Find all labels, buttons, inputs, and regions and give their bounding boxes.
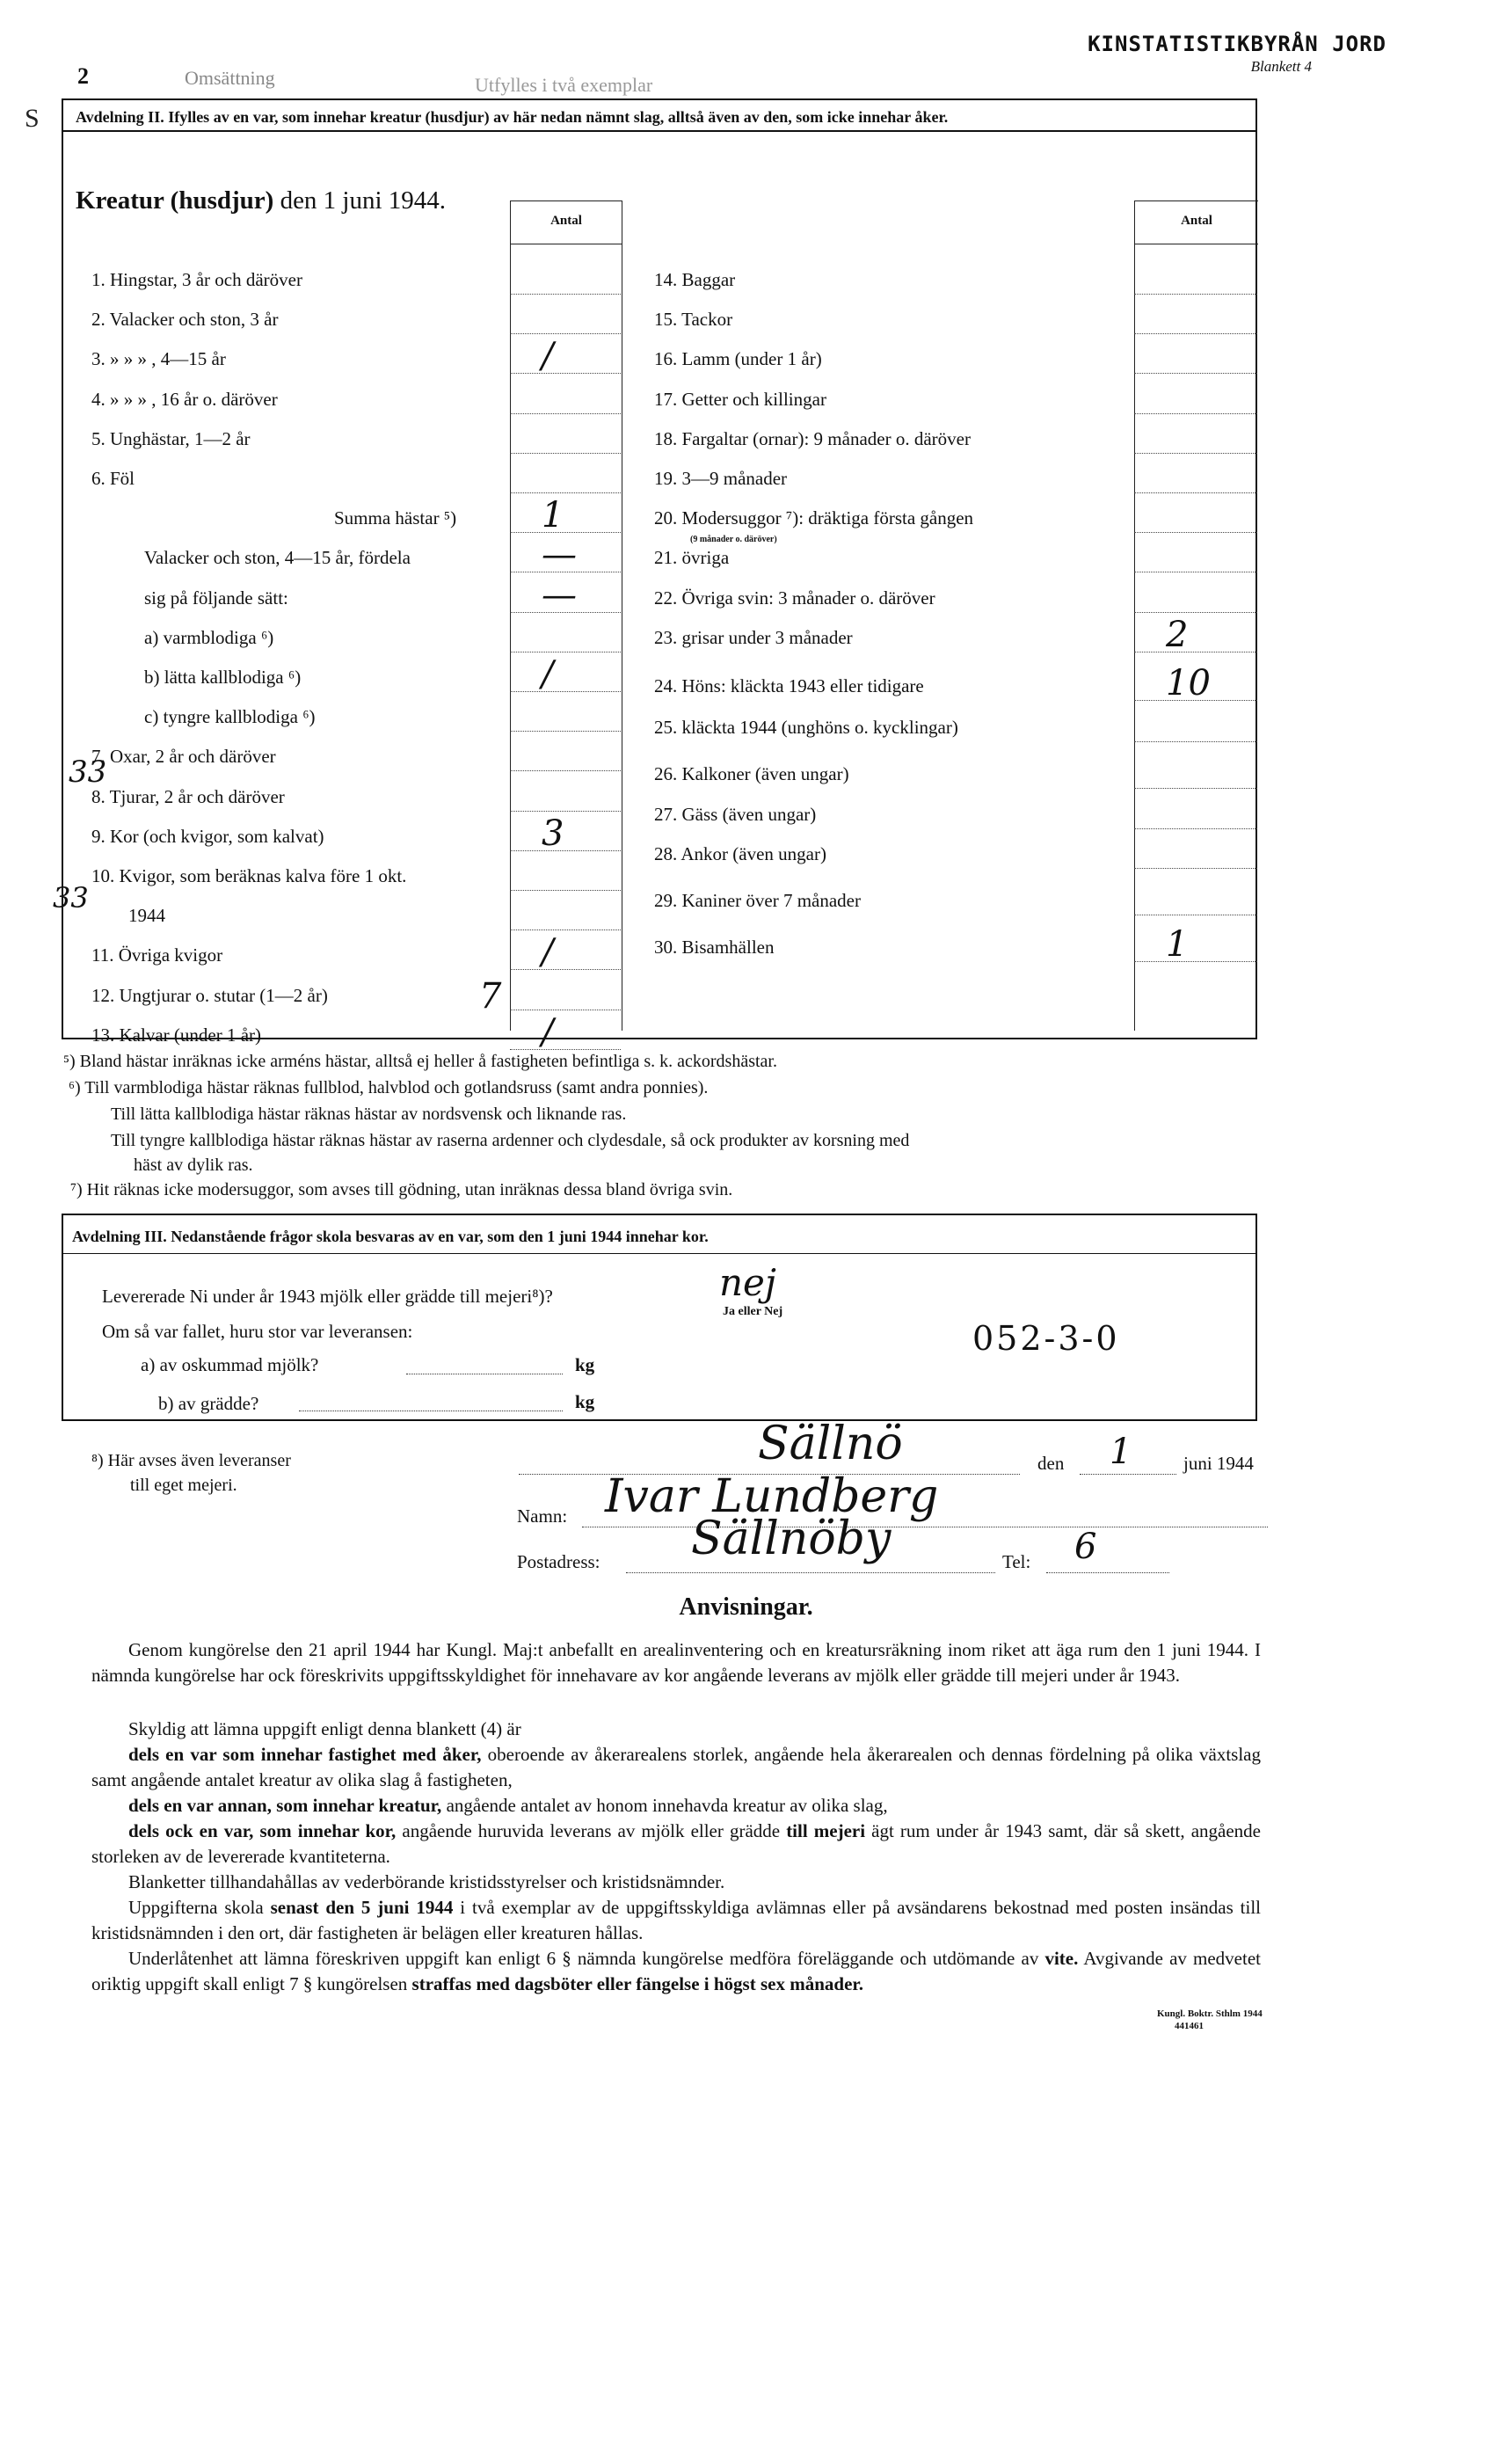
anv-p8: [91, 1946, 1261, 1997]
right-rows-cell-6[interactable]: [1134, 492, 1257, 493]
right-rows-label-7: 20. Modersuggor ⁷): dräktiga första gången: [654, 507, 974, 529]
anv-p8b: vite.: [1044, 1948, 1079, 1969]
left-rows-label-20: 13. Kalvar (under 1 år): [91, 1024, 261, 1046]
left-rows-value-20: /: [542, 1011, 554, 1053]
anv-p7a: Uppgifterna skola: [128, 1897, 271, 1918]
left-rows-value-18: /: [542, 932, 554, 973]
anv-p4b: innehar kreatur,: [312, 1795, 442, 1816]
printer-mark: Kungl. Boktr. Sthlm 1944: [1157, 2008, 1263, 2019]
anv-p7b: senast den 5 juni 1944: [270, 1897, 454, 1918]
kreatur-title: [76, 186, 446, 215]
margin-hand-7: 7: [479, 976, 502, 1017]
right-rows-label-3: 16. Lamm (under 1 år): [654, 348, 822, 370]
anv-p5: [91, 1819, 1261, 1870]
left-rows-cell-15[interactable]: [510, 850, 621, 851]
right-rows-label-8: 21. övriga: [654, 547, 730, 569]
right-rows-cell-13[interactable]: [1134, 788, 1257, 789]
q1-label: Levererade Ni under år 1943 mjölk eller grädde till mejeri⁸)?: [102, 1286, 553, 1307]
left-rows-cell-6[interactable]: [510, 492, 621, 493]
right-rows-label-1: 14. Baggar: [654, 269, 736, 290]
left-rows-cell-1[interactable]: [510, 294, 621, 295]
left-rows-label-12: c) tyngre kallblodiga ⁶): [144, 706, 316, 728]
left-rows-label-3: 3. » » » , 4—15 år: [91, 348, 226, 370]
q1-options: Ja eller Nej: [723, 1305, 783, 1318]
left-rows-cell-18[interactable]: [510, 969, 621, 970]
q2-label: Om så var fallet, huru stor var leveransen:: [102, 1321, 413, 1342]
right-rows-cell-17[interactable]: [1134, 961, 1257, 962]
anv-p3b: oberoende av åkerarealens storlek, angående hela åkerarealen och dennas fördelning på olika växtslag samt angående antalet kreatur av olika slag å fastigheten,: [91, 1744, 1261, 1790]
footnote-6b: Till lätta kallblodiga hästar räknas hästar av nordsvensk och liknande ras.: [111, 1104, 627, 1124]
anvisningar-title: Anvisningar.: [679, 1593, 813, 1621]
name-handwritten: Ivar Lundberg: [605, 1470, 939, 1523]
anv-p5e: ägt rum under år 1943 samt, där så skett, angående storleken av de levererade kvantiteterna.: [91, 1820, 1261, 1867]
left-rows-value-9: —: [542, 574, 577, 616]
right-rows-label-14: 27. Gäss (även ungar): [654, 803, 817, 825]
right-rows-value-17: 1: [1166, 924, 1189, 966]
left-rows-cell-5[interactable]: [510, 453, 621, 454]
left-rows-cell-11[interactable]: [510, 691, 621, 692]
margin-hand-mark: 33: [69, 755, 107, 790]
section-3-box: [62, 1214, 1257, 1421]
left-rows-label-18: 11. Övriga kvigor: [91, 944, 223, 966]
anv-p5d: till mejeri: [786, 1820, 866, 1841]
right-rows-cell-1[interactable]: [1134, 294, 1257, 295]
right-rows-cell-2[interactable]: [1134, 333, 1257, 334]
anv-p7c: i två exemplar av de uppgiftsskyldiga avlämnas eller på avsändarens bekostnad med posten insändas till kristidsnämnden i den ort, där fastigheten är belägen eller kreaturen hållas.: [91, 1897, 1262, 1943]
right-rows-label-15: 28. Ankor (även ungar): [654, 842, 826, 864]
right-rows-cell-5[interactable]: [1134, 453, 1257, 454]
left-rows-cell-20[interactable]: [510, 1049, 621, 1050]
anv-p8c: Avgivande av medvetet oriktig uppgift skall enligt 7 § kungörelsen: [91, 1948, 1261, 1994]
left-rows-label-4: 4. » » » , 16 år o. däröver: [91, 388, 278, 410]
anv-p5b: innehar kor,: [297, 1820, 397, 1841]
footnote-6a: ⁶) Till varmblodiga hästar räknas fullblod, halvblod och gotlandsruss (samt andra ponnies).: [69, 1078, 709, 1097]
section-3-heading: Avdelning III. Nedanstående frågor skola besvaras av en var, som den 1 juni 1944 innehar kor.: [63, 1215, 1255, 1254]
place-handwritten: Sällnö: [758, 1418, 903, 1470]
right-rows-cell-7[interactable]: [1134, 532, 1257, 533]
right-rows-label-2: 15. Tackor: [654, 309, 733, 331]
left-rows-cell-16[interactable]: [510, 890, 621, 891]
antal-label-left: Antal: [550, 214, 582, 228]
right-rows-label-4: 17. Getter och killingar: [654, 388, 826, 410]
right-count-column: [1134, 200, 1258, 1031]
anv-p4c: angående antalet av honom innehavda kreatur av olika slag,: [441, 1795, 888, 1816]
left-rows-label-2: 2. Valacker och ston, 3 år: [91, 309, 279, 331]
footnote-6c: Till tyngre kallblodiga hästar räknas hästar av raserna ardenner och clydesdale, så ock produkter av korsning med: [111, 1131, 910, 1150]
month-year: juni 1944: [1183, 1453, 1254, 1474]
page-number: 2: [77, 63, 89, 89]
postadress-field[interactable]: [626, 1572, 995, 1573]
postadress-label: Postadress:: [517, 1551, 600, 1572]
den-label: den: [1037, 1453, 1065, 1474]
right-rows-cell-12[interactable]: [1134, 741, 1257, 742]
anv-p2: Skyldig att lämna uppgift enligt denna blankett (4) är: [128, 1718, 521, 1739]
right-rows-cell-3[interactable]: [1134, 373, 1257, 374]
left-count-column: [510, 200, 622, 1031]
left-rows-label-11: b) lätta kallblodiga ⁶): [144, 667, 302, 688]
left-rows-label-19: 12. Ungtjurar o. stutar (1—2 år): [91, 984, 328, 1006]
left-rows-cell-14[interactable]: [510, 811, 621, 812]
right-rows-label-17: 30. Bisamhällen: [654, 937, 775, 959]
right-rows-value-11: 10: [1166, 663, 1211, 703]
anv-p8a: Underlåtenhet att lämna föreskriven uppgift kan enligt 6 § nämnda kungörelse medföra föreläggande och utdömande av: [128, 1948, 1045, 1969]
anv-p5c: angående huruvida leverans av mjölk eller grädde: [396, 1820, 787, 1841]
left-rows-cell-12[interactable]: [510, 731, 621, 732]
left-rows-label-5: 5. Unghästar, 1—2 år: [91, 427, 251, 449]
footnote-6d: häst av dylik ras.: [134, 1155, 253, 1175]
printer-code: 441461: [1175, 2021, 1204, 2031]
left-rows-cell-3[interactable]: [510, 373, 621, 374]
left-rows-label-10: a) varmblodiga ⁶): [144, 626, 274, 648]
right-rows-label-9: 22. Övriga svin: 3 månader o. däröver: [654, 587, 935, 609]
footnote-8-line1: ⁸) Här avses även leveranser: [91, 1451, 291, 1470]
footnote-7: ⁷) Hit räknas icke modersuggor, som avses till gödning, utan inräknas dessa bland övriga svin.: [70, 1180, 733, 1199]
kreatur-title-date: den 1 juni 1944.: [280, 186, 447, 215]
left-rows-label-16: 10. Kvigor, som beräknas kalva före 1 okt.: [91, 865, 407, 886]
right-rows-cell-4[interactable]: [1134, 413, 1257, 414]
right-rows-label-12: 25. kläckta 1944 (unghöns o. kycklingar): [654, 717, 958, 739]
faint-header-text-2: Utfylles i två exemplar: [475, 74, 653, 96]
left-rows-cell-4[interactable]: [510, 413, 621, 414]
right-rows-value-10: 2: [1166, 614, 1189, 655]
left-rows-value-15: 3: [542, 813, 564, 854]
left-rows-label-7: Summa hästar ⁵): [334, 507, 457, 529]
footnote-5: ⁵) Bland hästar inräknas icke arméns hästar, alltså ej heller å fastigheten befintliga s. k. ackordshästar.: [63, 1052, 777, 1071]
right-rows-cell-9[interactable]: [1134, 612, 1257, 613]
day-field[interactable]: [1080, 1474, 1176, 1475]
anv-p6: Blanketter tillhandahållas av vederbörande kristidsstyrelser och kristidsnämnder.: [128, 1871, 725, 1892]
day-handwritten: 1: [1110, 1432, 1132, 1472]
anv-p7: [91, 1895, 1261, 1946]
left-rows-label-15: 9. Kor (och kvigor, som kalvat): [91, 825, 324, 847]
postadress-handwritten: Sällnöby: [691, 1513, 892, 1565]
left-rows-label-17: 1944: [128, 905, 165, 927]
right-rows-label-5: 18. Fargaltar (ornar): 9 månader o. däröver: [654, 427, 971, 449]
qb-unit: kg: [575, 1391, 595, 1412]
footnote-8-line2: till eget mejeri.: [130, 1476, 237, 1495]
left-rows-value-7: 1: [542, 495, 564, 536]
namn-label: Namn:: [517, 1505, 568, 1527]
right-rows-label-11: 24. Höns: kläckta 1943 eller tidigare: [654, 675, 924, 696]
left-rows-value-3: /: [542, 336, 554, 377]
left-rows-cell-2[interactable]: [510, 333, 621, 334]
tel-field[interactable]: [1046, 1572, 1169, 1573]
anv-p1: Genom kungörelse den 21 april 1944 har Kungl. Maj:t anbefallt en arealinventering och en kreatursräkning inom riket att äga rum den 1 juni 1944. I nämnda kungörelse har ock föreskrivits uppgiftsskyldighet för innehavare av kor angående leverans av mjölk eller grädde till mejeri under år 1943.: [91, 1639, 1261, 1686]
qb-label: b) av grädde?: [158, 1393, 259, 1414]
anv-p3: [91, 1742, 1261, 1793]
margin-mark: S: [25, 104, 40, 133]
anv-p3a: dels en var som innehar fastighet med åker,: [128, 1744, 482, 1765]
left-rows-value-8: —: [542, 535, 577, 576]
left-rows-label-1: 1. Hingstar, 3 år och däröver: [91, 269, 302, 290]
left-rows-label-9: sig på följande sätt:: [144, 587, 288, 609]
left-rows-label-14: 8. Tjurar, 2 år och däröver: [91, 785, 285, 807]
faint-header-text: Omsättning: [185, 67, 275, 89]
qa-unit: kg: [575, 1354, 595, 1375]
right-rows-label-6: 19. 3—9 månader: [654, 468, 788, 489]
form-code: KINSTATISTIKBYRÅN JORD: [1088, 32, 1386, 56]
modersuggor-note: (9 månader o. däröver): [690, 535, 777, 544]
anv-p8d: straffas med dagsböter eller fängelse i högst sex månader.: [411, 1973, 864, 1994]
anv-p5a: dels ock en var, som: [128, 1820, 298, 1841]
form-sub: Blankett 4: [1250, 58, 1312, 75]
handwritten-code: 052-3-0: [972, 1319, 1120, 1358]
left-rows-label-13: 7. Oxar, 2 år och däröver: [91, 746, 276, 768]
anv-p4: [91, 1793, 1261, 1819]
tel-label: Tel:: [1002, 1551, 1031, 1572]
left-rows-value-11: /: [542, 654, 554, 695]
tel-handwritten: 6: [1074, 1527, 1097, 1567]
right-rows-label-13: 26. Kalkoner (även ungar): [654, 763, 849, 785]
left-rows-cell-17[interactable]: [510, 929, 621, 930]
right-rows-label-16: 29. Kaniner över 7 månader: [654, 890, 861, 911]
kreatur-title-main: Kreatur (husdjur): [76, 186, 274, 215]
antal-label-right: Antal: [1181, 214, 1212, 228]
left-rows-label-8: Valacker och ston, 4—15 år, fördela: [144, 547, 411, 569]
left-rows-cell-13[interactable]: [510, 770, 621, 771]
right-rows-cell-15[interactable]: [1134, 868, 1257, 869]
section-2-heading: Avdelning II. Ifylles av en var, som innehar kreatur (husdjur) av här nedan nämnt slag, alltså även av den, som icke innehar åker.: [63, 100, 1255, 132]
anv-p4a: dels en var annan, som: [128, 1795, 313, 1816]
left-rows-label-6: 6. Föl: [91, 468, 135, 489]
margin-hand-mark-2: 33: [53, 881, 89, 915]
left-rows-cell-7[interactable]: [510, 532, 621, 533]
qa-label: a) av oskummad mjölk?: [141, 1354, 319, 1375]
right-rows-label-10: 23. grisar under 3 månader: [654, 626, 853, 648]
right-rows-cell-14[interactable]: [1134, 828, 1257, 829]
q1-answer: nej: [719, 1261, 776, 1304]
